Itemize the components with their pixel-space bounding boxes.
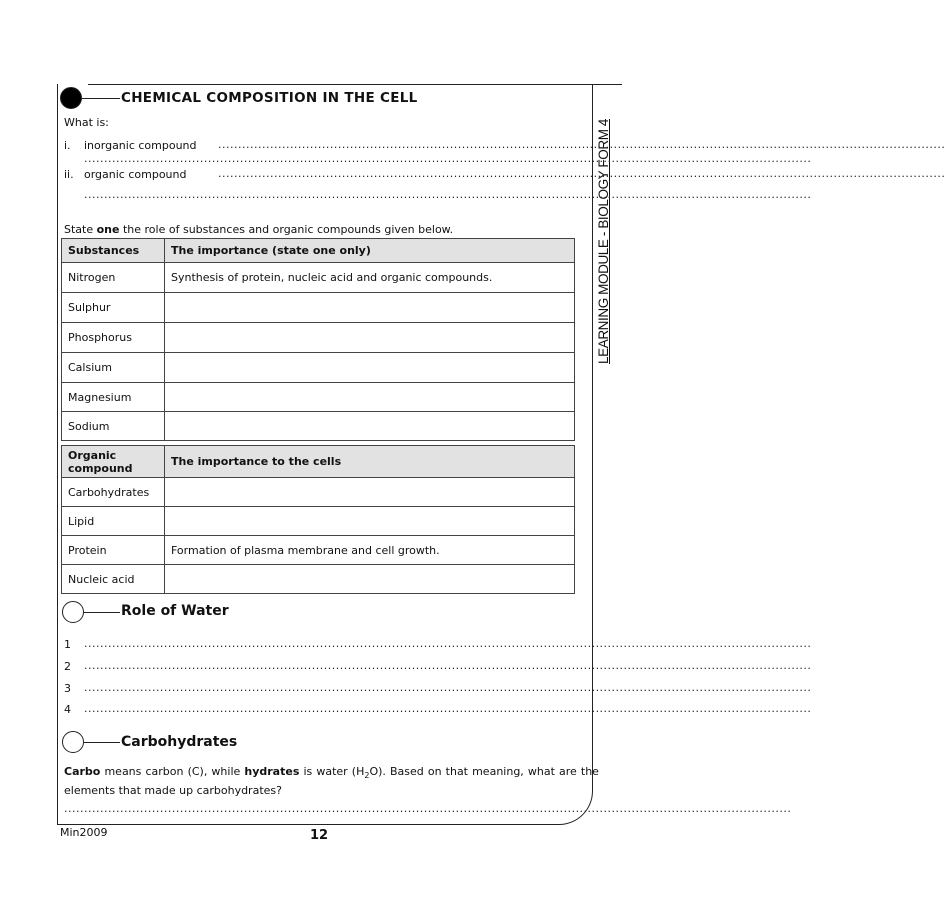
list-number: 2 xyxy=(64,660,71,673)
question-1-text: inorganic compound xyxy=(84,139,197,152)
question-1-number: i. xyxy=(64,139,71,152)
answer-line[interactable]: ...................................................................................................................................................................................... xyxy=(84,702,812,715)
list-number: 1 xyxy=(64,638,71,651)
table-cell[interactable] xyxy=(165,412,575,441)
table-cell: Protein xyxy=(62,536,165,565)
table-cell: Lipid xyxy=(62,507,165,536)
subscript-2: 2 xyxy=(364,771,370,781)
table-cell[interactable] xyxy=(165,507,575,536)
instruction-pre: State xyxy=(64,223,97,236)
carbohydrates-paragraph xyxy=(64,765,599,781)
section-title-chemical-composition: CHEMICAL COMPOSITION IN THE CELL xyxy=(121,90,418,106)
carbo-word: Carbo xyxy=(64,765,101,778)
heading-connector-line xyxy=(82,98,120,99)
section-bullet xyxy=(62,731,84,753)
answer-line[interactable]: ...................................................................................................................................................................................... xyxy=(218,138,945,151)
footer-author: Min2009 xyxy=(60,826,108,839)
instruction-post: the role of substances and organic compounds given below. xyxy=(119,223,454,236)
table-cell: Carbohydrates xyxy=(62,478,165,507)
table-cell[interactable]: Synthesis of protein, nucleic acid and organic compounds. xyxy=(165,263,575,293)
paragraph-text: O). Based on that meaning, what are the xyxy=(369,765,599,778)
answer-line[interactable]: ...................................................................................................................................................................................... xyxy=(218,167,945,180)
table-header: Organic compound xyxy=(62,446,165,478)
list-number: 3 xyxy=(64,682,71,695)
side-module-label: LEARNING MODULE - BIOLOGY FORM 4 xyxy=(596,119,611,364)
table-header: The importance to the cells xyxy=(165,446,575,478)
answer-line[interactable]: ...................................................................................................................................................................................... xyxy=(64,802,792,815)
carbohydrates-question: elements that made up carbohydrates? xyxy=(64,784,282,797)
table-cell: Sulphur xyxy=(62,293,165,323)
table-cell: Phosphorus xyxy=(62,323,165,353)
table-cell: Sodium xyxy=(62,412,165,441)
section-bullet xyxy=(62,601,84,623)
heading-connector-line xyxy=(84,612,120,613)
table-cell[interactable] xyxy=(165,323,575,353)
answer-line[interactable]: ...................................................................................................................................................................................... xyxy=(84,152,812,165)
section-title-role-of-water: Role of Water xyxy=(121,603,229,619)
instruction-text xyxy=(64,223,453,236)
table-header: Substances xyxy=(62,239,165,263)
what-is-label: What is: xyxy=(64,116,109,129)
table-header: The importance (state one only) xyxy=(165,239,575,263)
table-cell[interactable] xyxy=(165,478,575,507)
table-cell[interactable] xyxy=(165,293,575,323)
question-2-text: organic compound xyxy=(84,168,187,181)
substances-table xyxy=(61,238,575,441)
paragraph-text: is water (H xyxy=(299,765,365,778)
table-cell: Nitrogen xyxy=(62,263,165,293)
section-bullet-filled xyxy=(60,87,82,109)
hydrates-word: hydrates xyxy=(244,765,300,778)
answer-line[interactable]: ...................................................................................................................................................................................... xyxy=(84,637,812,650)
organic-compound-table xyxy=(61,445,575,594)
instruction-bold: one xyxy=(96,223,120,236)
question-2-number: ii. xyxy=(64,168,74,181)
table-cell[interactable]: Formation of plasma membrane and cell growth. xyxy=(165,536,575,565)
list-number: 4 xyxy=(64,703,71,716)
heading-connector-line xyxy=(84,742,120,743)
page-number: 12 xyxy=(310,828,329,843)
table-cell: Magnesium xyxy=(62,383,165,412)
table-cell[interactable] xyxy=(165,565,575,594)
table-cell[interactable] xyxy=(165,353,575,383)
page-frame-top xyxy=(88,84,622,85)
section-title-carbohydrates: Carbohydrates xyxy=(121,734,238,750)
answer-line[interactable]: ...................................................................................................................................................................................... xyxy=(84,681,812,694)
answer-line[interactable]: ...................................................................................................................................................................................... xyxy=(84,659,812,672)
table-cell: Calsium xyxy=(62,353,165,383)
paragraph-text: means carbon (C), while xyxy=(100,765,245,778)
answer-line[interactable]: ...................................................................................................................................................................................... xyxy=(84,188,812,201)
table-cell: Nucleic acid xyxy=(62,565,165,594)
table-cell[interactable] xyxy=(165,383,575,412)
